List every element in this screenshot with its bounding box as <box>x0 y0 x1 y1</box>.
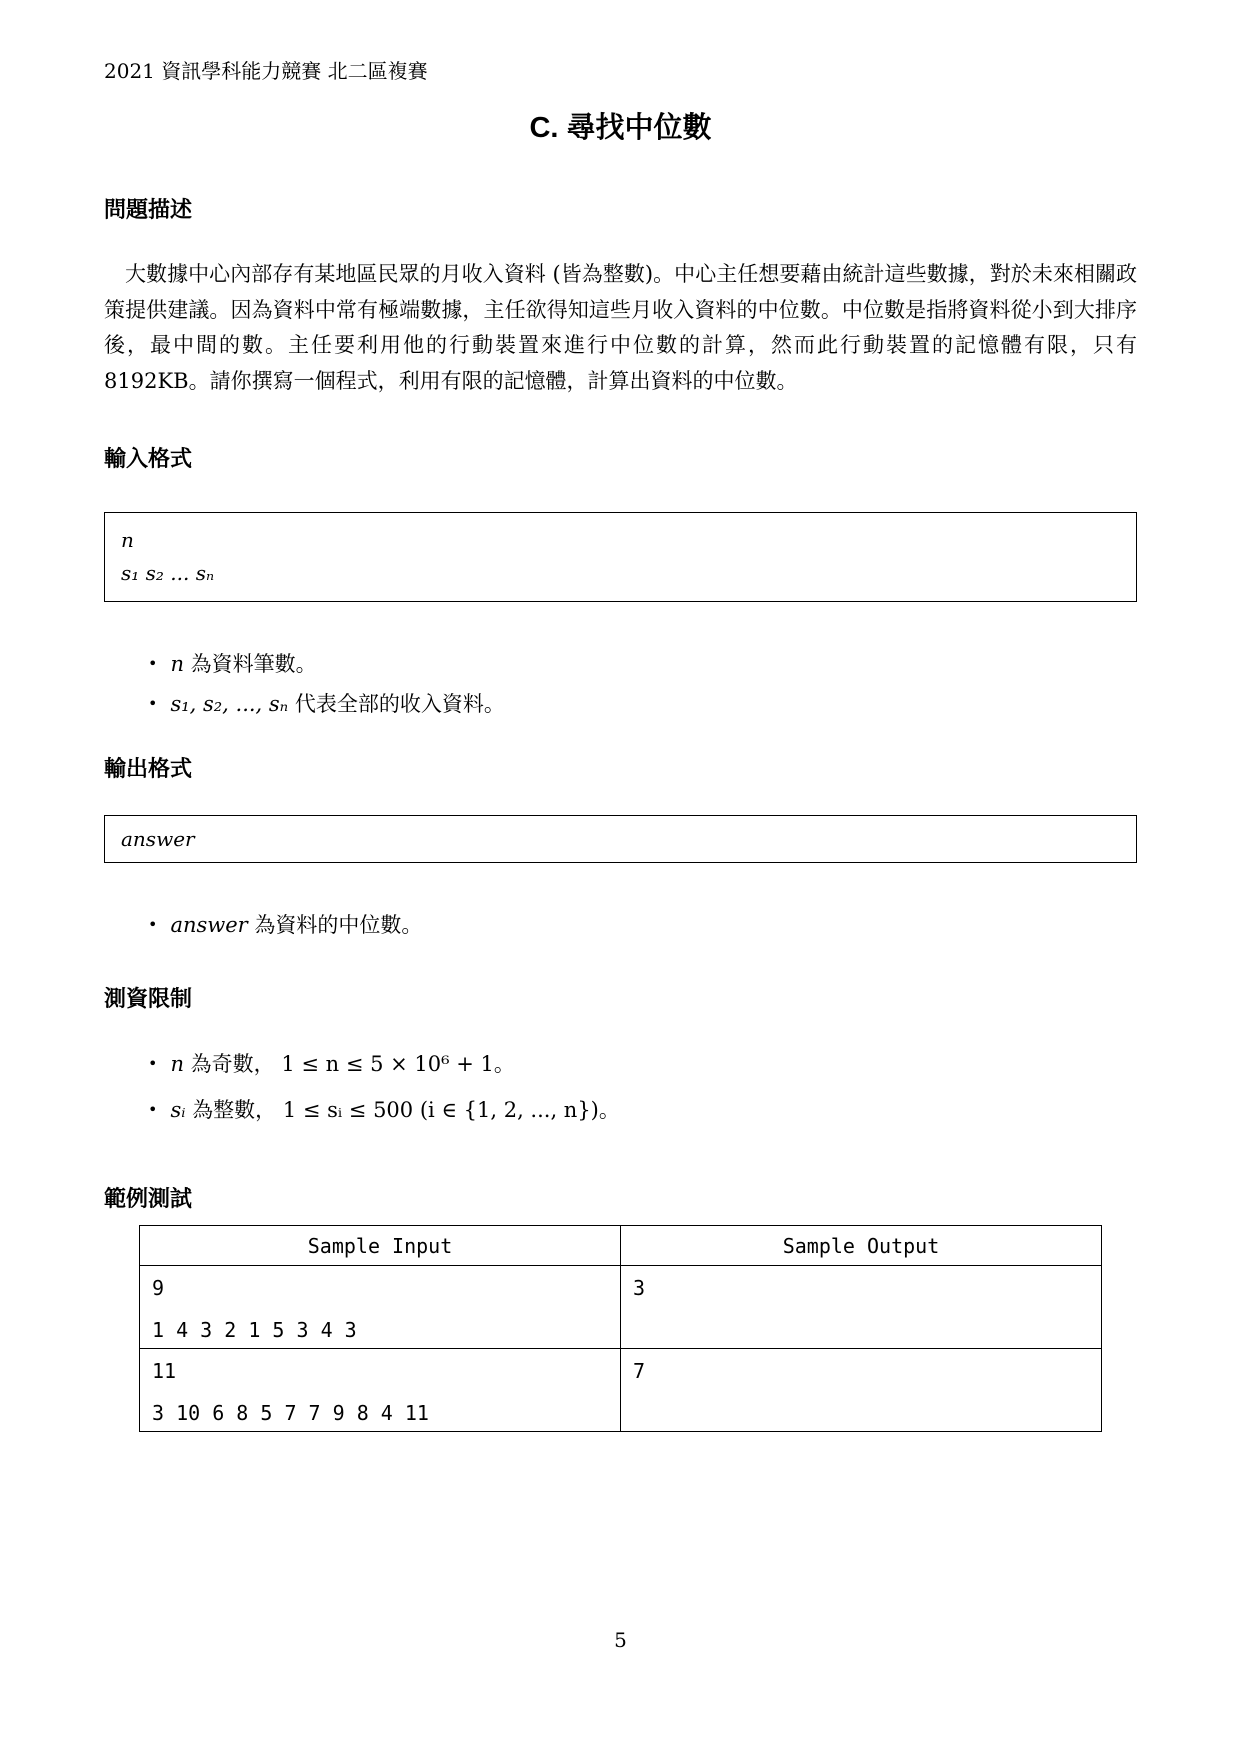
list-item <box>148 1087 1137 1133</box>
math-variable: n <box>170 652 184 676</box>
table-row <box>140 1266 1102 1349</box>
output-format-box <box>104 815 1137 863</box>
column-header-sample-input: Sample Input <box>140 1226 621 1266</box>
bullet-text: 代表全部的收入資料。 <box>288 692 505 716</box>
math-variable: s₁, s₂, ..., sₙ <box>170 692 289 716</box>
bullet-text: 為整數， <box>185 1098 283 1122</box>
sample-input-line: 1 4 3 2 1 5 3 4 3 <box>152 1318 357 1342</box>
document-header: 2021 資訊學科能力競賽 北二區複賽 <box>104 59 428 83</box>
input-format-box <box>104 512 1137 602</box>
input-box-line-2: s₁ s₂ ... sₙ <box>121 561 215 585</box>
sample-input-cell <box>140 1349 621 1432</box>
section-heading-constraints: 測資限制 <box>104 986 193 1011</box>
bullet-text: 。 <box>598 1098 620 1122</box>
section-heading-input-format: 輸入格式 <box>104 446 193 471</box>
sample-input-line: 9 <box>152 1276 165 1300</box>
bullet-text: 。 <box>493 1052 515 1076</box>
input-format-bullet-list <box>104 644 1137 724</box>
sample-output-cell <box>621 1266 1102 1349</box>
sample-table-header-row <box>140 1226 1102 1266</box>
sample-input-line: 11 <box>152 1359 177 1383</box>
sample-output-cell <box>621 1349 1102 1432</box>
section-heading-output-format: 輸出格式 <box>104 756 193 781</box>
list-item <box>148 1041 1137 1087</box>
problem-description-paragraph: 大數據中心內部存有某地區民眾的月收入資料 (皆為整數)。中心主任想要藉由統計這些數據，對於未來相關政策提供建議。因為資料中常有極端數據，主任欲得知這些月收入資料的中位數。中位數是指將資料從小到大排序後，最中間的數。主任要利用他的行動裝置來進行中位數的計算，然而此行動裝置的記憶體有限，只有 8192KB。請你撰寫一個程式，利用有限的記憶體，計算出資料的中位數。 <box>104 262 1137 393</box>
table-row <box>140 1349 1102 1432</box>
math-expression: 1 ≤ sᵢ ≤ 500 (i ∈ {1, 2, ..., n}) <box>282 1098 599 1122</box>
list-item <box>148 684 1137 724</box>
section-heading-samples: 範例測試 <box>104 1186 193 1211</box>
math-variable: n <box>170 1052 184 1076</box>
math-expression: 1 ≤ n ≤ 5 × 10⁶ + 1 <box>281 1052 494 1076</box>
sample-output-line: 7 <box>633 1359 646 1383</box>
page-number: 5 <box>614 1628 627 1652</box>
section-heading-problem-description: 問題描述 <box>104 197 193 222</box>
list-item <box>148 905 1137 945</box>
math-variable: sᵢ <box>170 1098 186 1122</box>
sample-table <box>139 1225 1102 1432</box>
bullet-text: 為資料的中位數。 <box>247 913 423 937</box>
output-box-line-1: answer <box>121 827 195 851</box>
sample-input-cell <box>140 1266 621 1349</box>
list-item <box>148 644 1137 684</box>
sample-output-line: 3 <box>633 1276 646 1300</box>
problem-title: C. 尋找中位數 <box>529 112 712 144</box>
bullet-text: 為奇數， <box>183 1052 282 1076</box>
column-header-sample-output: Sample Output <box>621 1226 1102 1266</box>
math-variable: answer <box>170 913 248 937</box>
sample-input-line: 3 10 6 8 5 7 7 9 8 4 11 <box>152 1401 429 1425</box>
bullet-text: 為資料筆數。 <box>183 652 317 676</box>
input-box-line-1: n <box>121 528 134 552</box>
constraints-bullet-list <box>104 1041 1137 1133</box>
output-format-bullet-list <box>104 905 1137 945</box>
